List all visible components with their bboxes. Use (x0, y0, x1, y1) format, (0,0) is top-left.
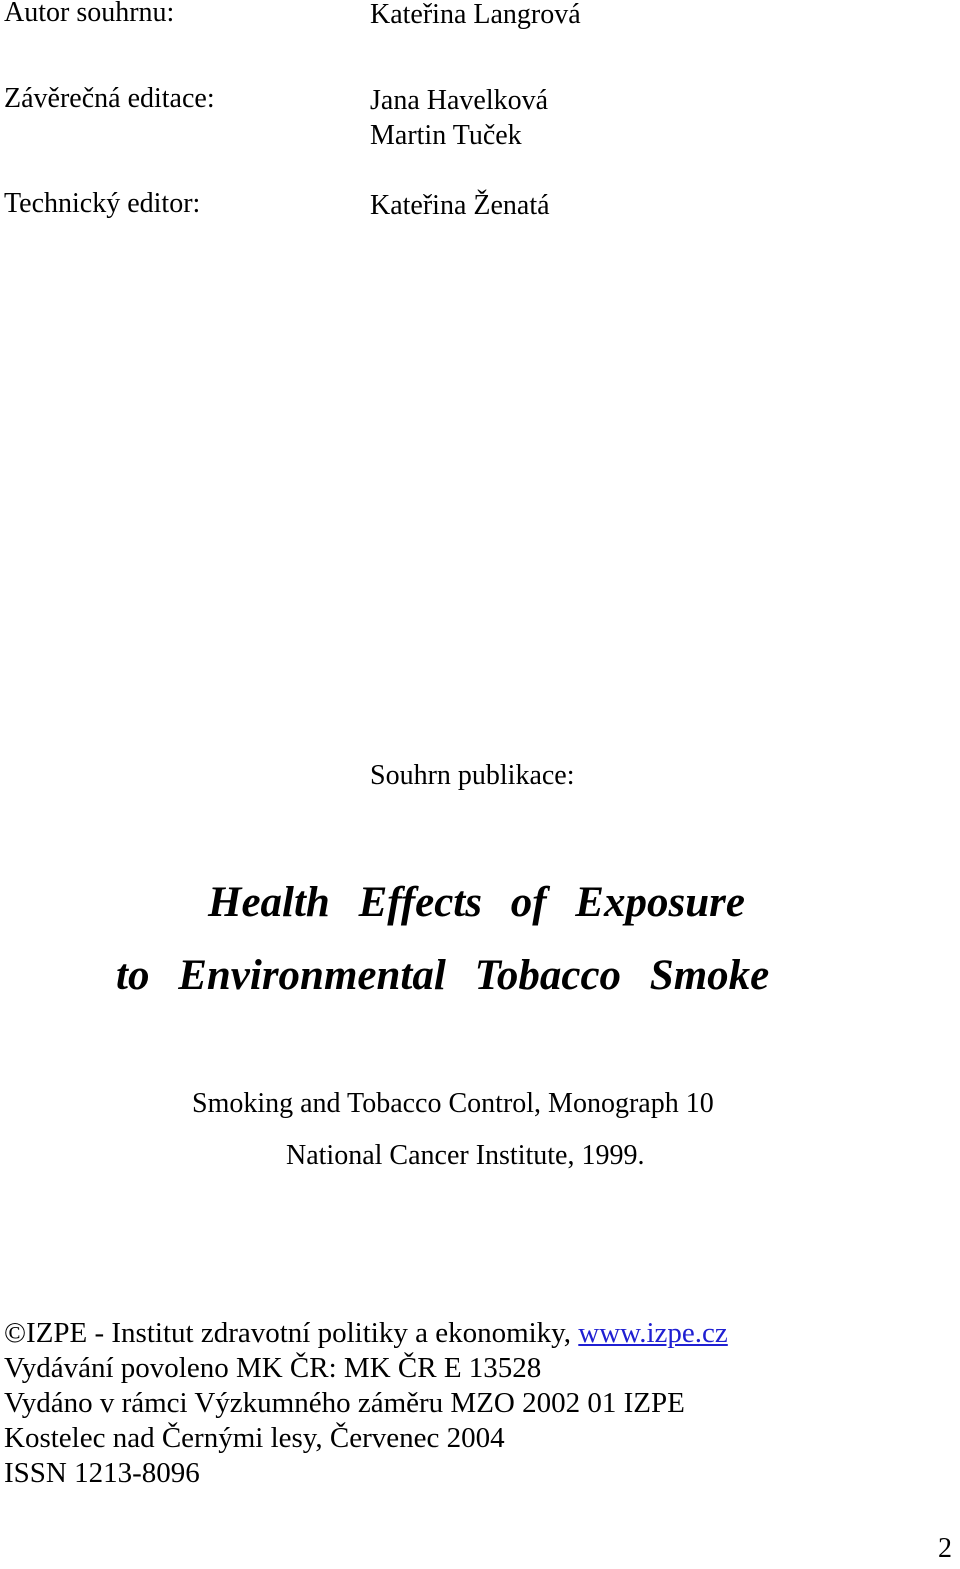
credit-name: Kateřina Langrová (370, 0, 581, 30)
source-series: Smoking and Tobacco Control, Monograph 10 (192, 1088, 714, 1119)
credit-value-author (370, 0, 581, 32)
place-date-line: Kostelec nad Černými lesy, Červenec 2004 (4, 1422, 505, 1454)
page-number: 2 (938, 1533, 952, 1564)
credit-value-technical-editor (370, 188, 550, 223)
issn-line: ISSN 1213-8096 (4, 1457, 200, 1489)
website-link[interactable]: www.izpe.cz (578, 1317, 728, 1349)
title-line-1: Health Effects of Exposure (208, 879, 745, 926)
copyright-text: ©IZPE - Institut zdravotní politiky a ekonomiky, (4, 1317, 579, 1349)
credit-name: Jana Havelková (370, 85, 549, 116)
credit-value-final-editing (370, 83, 548, 153)
source-publisher: National Cancer Institute, 1999. (286, 1140, 645, 1171)
permission-line: Vydávání povoleno MK ČR: MK ČR E 13528 (4, 1352, 542, 1384)
summary-label: Souhrn publikace: (370, 760, 575, 791)
credit-name: Martin Tuček (370, 120, 522, 151)
credit-label-technical-editor: Technický editor: (4, 188, 201, 219)
project-line: Vydáno v rámci Výzkumného záměru MZO 2002 01 IZPE (4, 1387, 685, 1419)
title-line-2: to Environmental Tobacco Smoke (116, 952, 770, 999)
credit-label-final-editing: Závěrečná editace: (4, 83, 215, 114)
credit-name: Kateřina Ženatá (370, 190, 550, 221)
imprint-section (4, 1316, 728, 1491)
copyright-line (4, 1316, 728, 1351)
credit-label-author: Autor souhrnu: (4, 0, 175, 28)
